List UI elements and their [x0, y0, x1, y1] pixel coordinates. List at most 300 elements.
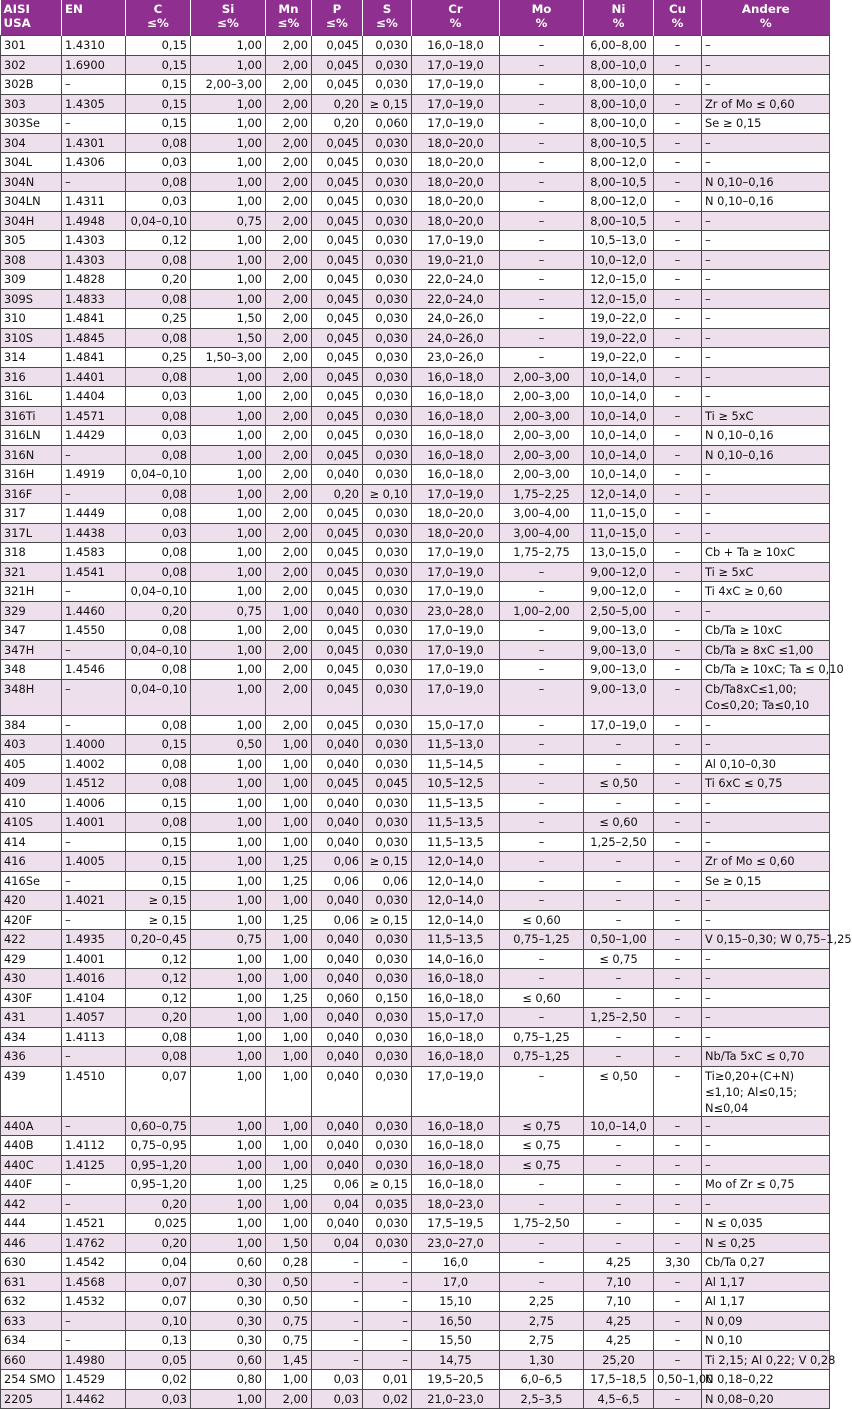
cell-ni: – [584, 793, 654, 813]
table-row [1, 543, 830, 563]
cell-c: 0,02 [126, 1370, 191, 1390]
cell-andere: Se ≥ 0,15 [702, 114, 830, 134]
cell-cu: – [654, 1350, 702, 1370]
cell-mn: 1,00 [266, 1370, 312, 1390]
col-mn: Mn ≤% [266, 0, 312, 36]
cell-c: 0,20 [126, 1194, 191, 1214]
cell-cr: 14,75 [412, 1350, 500, 1370]
cell-ni: – [584, 891, 654, 911]
cell-c: 0,08 [126, 621, 191, 641]
cell-cr: 17,0–19,0 [412, 484, 500, 504]
cell-ni: 12,0–14,0 [584, 484, 654, 504]
cell-cr: 19,0–21,0 [412, 250, 500, 270]
cell-s: 0,030 [363, 523, 412, 543]
cell-aisi: 440C [1, 1155, 62, 1175]
cell-en: 1.4057 [62, 1008, 126, 1028]
cell-cr: 17,0–19,0 [412, 94, 500, 114]
col-cr: Cr % [412, 0, 500, 36]
cell-aisi: 301 [1, 36, 62, 56]
cell-andere: Cb/Ta8xC≤1,00; Co≤0,20; Ta≤0,10 [702, 679, 830, 715]
cell-cr: 15,50 [412, 1331, 500, 1351]
cell-ni: 10,5–13,0 [584, 231, 654, 251]
table-row [1, 601, 830, 621]
table-row [1, 1292, 830, 1312]
cell-ni: – [584, 754, 654, 774]
cell-s: – [363, 1331, 412, 1351]
cell-cr: 17,0–19,0 [412, 621, 500, 641]
cell-c: 0,08 [126, 504, 191, 524]
cell-s: 0,02 [363, 1389, 412, 1409]
cell-andere: – [702, 988, 830, 1008]
cell-s: 0,150 [363, 988, 412, 1008]
cell-en: – [62, 114, 126, 134]
cell-andere: – [702, 289, 830, 309]
cell-cr: 16,0–18,0 [412, 387, 500, 407]
cell-andere: – [702, 523, 830, 543]
cell-en: 1.4583 [62, 543, 126, 563]
cell-cr: 22,0–24,0 [412, 289, 500, 309]
cell-cu: – [654, 1116, 702, 1136]
cell-aisi: 422 [1, 930, 62, 950]
cell-si: 1,00 [191, 621, 266, 641]
cell-p: 0,20 [312, 484, 363, 504]
cell-en: 1.4841 [62, 348, 126, 368]
cell-p: – [312, 1292, 363, 1312]
cell-andere: – [702, 1116, 830, 1136]
cell-p: 0,045 [312, 679, 363, 715]
cell-s: 0,06 [363, 871, 412, 891]
cell-mo: – [500, 679, 584, 715]
cell-ni: 2,50–5,00 [584, 601, 654, 621]
cell-s: 0,030 [363, 1116, 412, 1136]
cell-aisi: 660 [1, 1350, 62, 1370]
cell-si: 1,00 [191, 114, 266, 134]
cell-mn: 1,00 [266, 601, 312, 621]
cell-si: 1,00 [191, 1066, 266, 1116]
cell-mo: 2,00–3,00 [500, 406, 584, 426]
cell-cu: – [654, 1066, 702, 1116]
cell-ni: – [584, 910, 654, 930]
cell-andere: Nb/Ta 5xC ≤ 0,70 [702, 1047, 830, 1067]
cell-mo: – [500, 1253, 584, 1273]
cell-p: – [312, 1272, 363, 1292]
cell-cu: – [654, 504, 702, 524]
table-row [1, 582, 830, 602]
table-row [1, 504, 830, 524]
cell-mn: 2,00 [266, 94, 312, 114]
cell-p: 0,045 [312, 55, 363, 75]
cell-cr: 18,0–20,0 [412, 523, 500, 543]
cell-mo: – [500, 735, 584, 755]
cell-aisi: 436 [1, 1047, 62, 1067]
cell-mo: – [500, 250, 584, 270]
cell-s: – [363, 1292, 412, 1312]
cell-mn: 1,25 [266, 988, 312, 1008]
cell-c: 0,08 [126, 250, 191, 270]
cell-en: 1.4429 [62, 426, 126, 446]
cell-si: 1,00 [191, 910, 266, 930]
table-row [1, 793, 830, 813]
cell-p: 0,045 [312, 640, 363, 660]
cell-cr: 17,0–19,0 [412, 114, 500, 134]
cell-mn: 1,25 [266, 910, 312, 930]
cell-en: – [62, 75, 126, 95]
cell-andere: N 0,10 [702, 1331, 830, 1351]
cell-en: 1.4306 [62, 153, 126, 173]
cell-andere: Cb/Ta ≥ 10xC [702, 621, 830, 641]
cell-mn: 1,00 [266, 1008, 312, 1028]
cell-c: 0,08 [126, 774, 191, 794]
cell-cu: – [654, 930, 702, 950]
cell-mo: 2,5–3,5 [500, 1389, 584, 1409]
table-row [1, 679, 830, 715]
cell-cu: – [654, 426, 702, 446]
cell-mo: 0,75–1,25 [500, 1027, 584, 1047]
cell-andere: – [702, 75, 830, 95]
cell-mn: 2,00 [266, 484, 312, 504]
cell-aisi: 409 [1, 774, 62, 794]
table-row [1, 715, 830, 735]
table-row [1, 910, 830, 930]
cell-cr: 16,0–18,0 [412, 1155, 500, 1175]
cell-en: – [62, 1331, 126, 1351]
cell-p: 0,04 [312, 1194, 363, 1214]
cell-ni: 8,00–10,0 [584, 114, 654, 134]
cell-mo: – [500, 852, 584, 872]
cell-c: 0,08 [126, 445, 191, 465]
cell-mn: 1,00 [266, 891, 312, 911]
table-row [1, 192, 830, 212]
cell-mo: 2,00–3,00 [500, 465, 584, 485]
cell-mn: 1,00 [266, 1047, 312, 1067]
cell-cr: 18,0–20,0 [412, 133, 500, 153]
cell-ni: ≤ 0,75 [584, 949, 654, 969]
cell-mn: 2,00 [266, 75, 312, 95]
cell-cr: 16,0–18,0 [412, 969, 500, 989]
table-row [1, 289, 830, 309]
cell-aisi: 414 [1, 832, 62, 852]
table-row [1, 871, 830, 891]
cell-en: – [62, 1175, 126, 1195]
table-row [1, 133, 830, 153]
cell-p: – [312, 1311, 363, 1331]
table-row [1, 660, 830, 680]
cell-cu: – [654, 582, 702, 602]
cell-mo: – [500, 211, 584, 231]
cell-aisi: 420F [1, 910, 62, 930]
cell-ni: ≤ 0,50 [584, 774, 654, 794]
cell-aisi: 416Se [1, 871, 62, 891]
cell-mo: – [500, 1008, 584, 1028]
cell-ni: ≤ 0,60 [584, 813, 654, 833]
cell-cu: – [654, 1047, 702, 1067]
cell-mo: – [500, 774, 584, 794]
cell-aisi: 431 [1, 1008, 62, 1028]
cell-mo: – [500, 1175, 584, 1195]
cell-mo: – [500, 891, 584, 911]
cell-en: 1.4305 [62, 94, 126, 114]
cell-p: 0,040 [312, 1155, 363, 1175]
cell-s: 0,030 [363, 930, 412, 950]
col-si: Si ≤% [191, 0, 266, 36]
col-ni: Ni % [584, 0, 654, 36]
cell-p: 0,060 [312, 988, 363, 1008]
cell-en: 1.4546 [62, 660, 126, 680]
cell-mn: 2,00 [266, 426, 312, 446]
cell-s: – [363, 1272, 412, 1292]
cell-cr: 12,0–14,0 [412, 910, 500, 930]
cell-mn: 1,00 [266, 832, 312, 852]
cell-cr: 16,0–18,0 [412, 36, 500, 56]
cell-s: 0,030 [363, 543, 412, 563]
cell-si: 1,00 [191, 679, 266, 715]
cell-en: – [62, 715, 126, 735]
cell-cu: – [654, 715, 702, 735]
cell-si: 1,00 [191, 192, 266, 212]
cell-s: 0,030 [363, 813, 412, 833]
cell-cu: – [654, 36, 702, 56]
cell-c: 0,08 [126, 715, 191, 735]
cell-cu: – [654, 543, 702, 563]
cell-cr: 22,0–24,0 [412, 270, 500, 290]
table-row [1, 153, 830, 173]
cell-c: 0,08 [126, 813, 191, 833]
table-row [1, 231, 830, 251]
cell-c: 0,15 [126, 832, 191, 852]
cell-s: 0,030 [363, 309, 412, 329]
cell-p: 0,045 [312, 715, 363, 735]
cell-s: – [363, 1253, 412, 1273]
cell-cr: 18,0–20,0 [412, 172, 500, 192]
cell-en: 1.4833 [62, 289, 126, 309]
cell-aisi: 444 [1, 1214, 62, 1234]
cell-aisi: 305 [1, 231, 62, 251]
cell-mn: 1,00 [266, 1194, 312, 1214]
cell-p: 0,040 [312, 754, 363, 774]
cell-cr: 21,0–23,0 [412, 1389, 500, 1409]
cell-s: 0,030 [363, 445, 412, 465]
cell-cr: 16,0–18,0 [412, 426, 500, 446]
cell-si: 1,00 [191, 832, 266, 852]
cell-p: 0,045 [312, 250, 363, 270]
cell-en: 1.4845 [62, 328, 126, 348]
table-row [1, 562, 830, 582]
cell-andere: – [702, 133, 830, 153]
cell-ni: 4,5–6,5 [584, 1389, 654, 1409]
cell-s: 0,030 [363, 621, 412, 641]
cell-aisi: 446 [1, 1233, 62, 1253]
cell-c: 0,20 [126, 270, 191, 290]
cell-cr: 24,0–26,0 [412, 328, 500, 348]
cell-s: 0,030 [363, 793, 412, 813]
cell-c: 0,07 [126, 1272, 191, 1292]
cell-en: – [62, 910, 126, 930]
cell-mo: – [500, 660, 584, 680]
cell-si: 1,00 [191, 774, 266, 794]
cell-c: 0,15 [126, 94, 191, 114]
cell-p: – [312, 1350, 363, 1370]
cell-p: 0,045 [312, 270, 363, 290]
cell-cr: 18,0–20,0 [412, 192, 500, 212]
cell-p: 0,03 [312, 1389, 363, 1409]
cell-c: 0,25 [126, 348, 191, 368]
cell-en: 1.4532 [62, 1292, 126, 1312]
cell-andere: Cb/Ta 0,27 [702, 1253, 830, 1273]
cell-cu: – [654, 153, 702, 173]
cell-cr: 16,0–18,0 [412, 1047, 500, 1067]
cell-s: 0,030 [363, 1047, 412, 1067]
cell-en: 1.4550 [62, 621, 126, 641]
cell-andere: – [702, 250, 830, 270]
cell-cr: 16,0–18,0 [412, 465, 500, 485]
cell-p: 0,045 [312, 153, 363, 173]
cell-ni: 9,00–12,0 [584, 562, 654, 582]
cell-p: 0,040 [312, 601, 363, 621]
cell-aisi: 430 [1, 969, 62, 989]
table-row [1, 1155, 830, 1175]
cell-cu: – [654, 387, 702, 407]
cell-s: – [363, 1350, 412, 1370]
cell-s: ≥ 0,15 [363, 1175, 412, 1195]
cell-si: 0,60 [191, 1350, 266, 1370]
cell-mo: 2,00–3,00 [500, 387, 584, 407]
cell-mn: 1,50 [266, 1233, 312, 1253]
cell-cu: – [654, 348, 702, 368]
cell-aisi: 254 SMO [1, 1370, 62, 1390]
cell-mn: 2,00 [266, 504, 312, 524]
cell-mn: 2,00 [266, 231, 312, 251]
table-row [1, 172, 830, 192]
cell-en: 1.4571 [62, 406, 126, 426]
cell-si: 1,00 [191, 754, 266, 774]
cell-andere: – [702, 1194, 830, 1214]
cell-aisi: 316H [1, 465, 62, 485]
cell-mo: ≤ 0,60 [500, 988, 584, 1008]
cell-mn: 1,45 [266, 1350, 312, 1370]
cell-en: – [62, 871, 126, 891]
cell-cu: – [654, 465, 702, 485]
cell-s: 0,030 [363, 211, 412, 231]
cell-en: – [62, 1311, 126, 1331]
cell-mn: 2,00 [266, 543, 312, 563]
cell-ni: – [584, 1155, 654, 1175]
cell-en: 1.4311 [62, 192, 126, 212]
cell-mo: – [500, 969, 584, 989]
cell-cu: – [654, 601, 702, 621]
cell-cu: – [654, 621, 702, 641]
cell-cr: 16,0–18,0 [412, 1136, 500, 1156]
table-row [1, 270, 830, 290]
cell-mo: – [500, 715, 584, 735]
cell-en: 1.4948 [62, 211, 126, 231]
cell-cu: – [654, 133, 702, 153]
cell-cu: – [654, 813, 702, 833]
cell-c: 0,08 [126, 754, 191, 774]
cell-c: 0,04 [126, 1253, 191, 1273]
cell-p: 0,06 [312, 871, 363, 891]
cell-ni: 25,20 [584, 1350, 654, 1370]
cell-p: 0,040 [312, 793, 363, 813]
table-row [1, 250, 830, 270]
cell-s: 0,01 [363, 1370, 412, 1390]
cell-andere: – [702, 367, 830, 387]
cell-p: 0,040 [312, 1066, 363, 1116]
cell-en: 1.4401 [62, 367, 126, 387]
cell-mo: – [500, 949, 584, 969]
cell-s: 0,030 [363, 36, 412, 56]
cell-si: 1,00 [191, 1389, 266, 1409]
cell-mo: 0,75–1,25 [500, 1047, 584, 1067]
cell-en: 1.4002 [62, 754, 126, 774]
cell-c: 0,10 [126, 1311, 191, 1331]
cell-si: 0,75 [191, 211, 266, 231]
cell-mo: – [500, 793, 584, 813]
cell-aisi: 321H [1, 582, 62, 602]
cell-p: 0,040 [312, 891, 363, 911]
cell-si: 1,00 [191, 289, 266, 309]
cell-s: 0,030 [363, 387, 412, 407]
cell-mo: – [500, 270, 584, 290]
cell-s: 0,030 [363, 75, 412, 95]
cell-c: 0,03 [126, 387, 191, 407]
cell-en: 1.4542 [62, 1253, 126, 1273]
cell-ni: 10,0–14,0 [584, 445, 654, 465]
cell-ni: 13,0–15,0 [584, 543, 654, 563]
col-s: S ≤% [363, 0, 412, 36]
cell-s: 0,030 [363, 969, 412, 989]
table-row [1, 367, 830, 387]
cell-si: 1,00 [191, 504, 266, 524]
cell-cr: 16,0–18,0 [412, 1175, 500, 1195]
cell-ni: 11,0–15,0 [584, 523, 654, 543]
cell-s: 0,030 [363, 406, 412, 426]
cell-ni: 19,0–22,0 [584, 348, 654, 368]
cell-si: 1,00 [191, 523, 266, 543]
cell-mo: – [500, 1066, 584, 1116]
cell-andere: Se ≥ 0,15 [702, 871, 830, 891]
cell-s: 0,030 [363, 754, 412, 774]
table-row [1, 621, 830, 641]
table-row [1, 813, 830, 833]
cell-s: 0,030 [363, 504, 412, 524]
cell-cr: 24,0–26,0 [412, 309, 500, 329]
cell-mo: – [500, 348, 584, 368]
cell-andere: – [702, 484, 830, 504]
cell-aisi: 384 [1, 715, 62, 735]
cell-si: 0,75 [191, 930, 266, 950]
cell-s: 0,030 [363, 1027, 412, 1047]
cell-cu: – [654, 1292, 702, 1312]
cell-c: 0,08 [126, 484, 191, 504]
cell-cr: 17,0–19,0 [412, 231, 500, 251]
cell-ni: – [584, 969, 654, 989]
cell-ni: – [584, 1047, 654, 1067]
cell-aisi: 316F [1, 484, 62, 504]
cell-mo: – [500, 153, 584, 173]
cell-cr: 10,5–12,5 [412, 774, 500, 794]
table-row [1, 1350, 830, 1370]
cell-si: 1,00 [191, 793, 266, 813]
cell-mn: 1,00 [266, 930, 312, 950]
cell-mn: 2,00 [266, 562, 312, 582]
cell-mn: 1,00 [266, 735, 312, 755]
cell-cr: 12,0–14,0 [412, 891, 500, 911]
cell-mn: 1,00 [266, 1136, 312, 1156]
cell-cu: – [654, 1008, 702, 1028]
cell-mn: 2,00 [266, 133, 312, 153]
cell-c: 0,12 [126, 231, 191, 251]
cell-si: 1,00 [191, 1233, 266, 1253]
